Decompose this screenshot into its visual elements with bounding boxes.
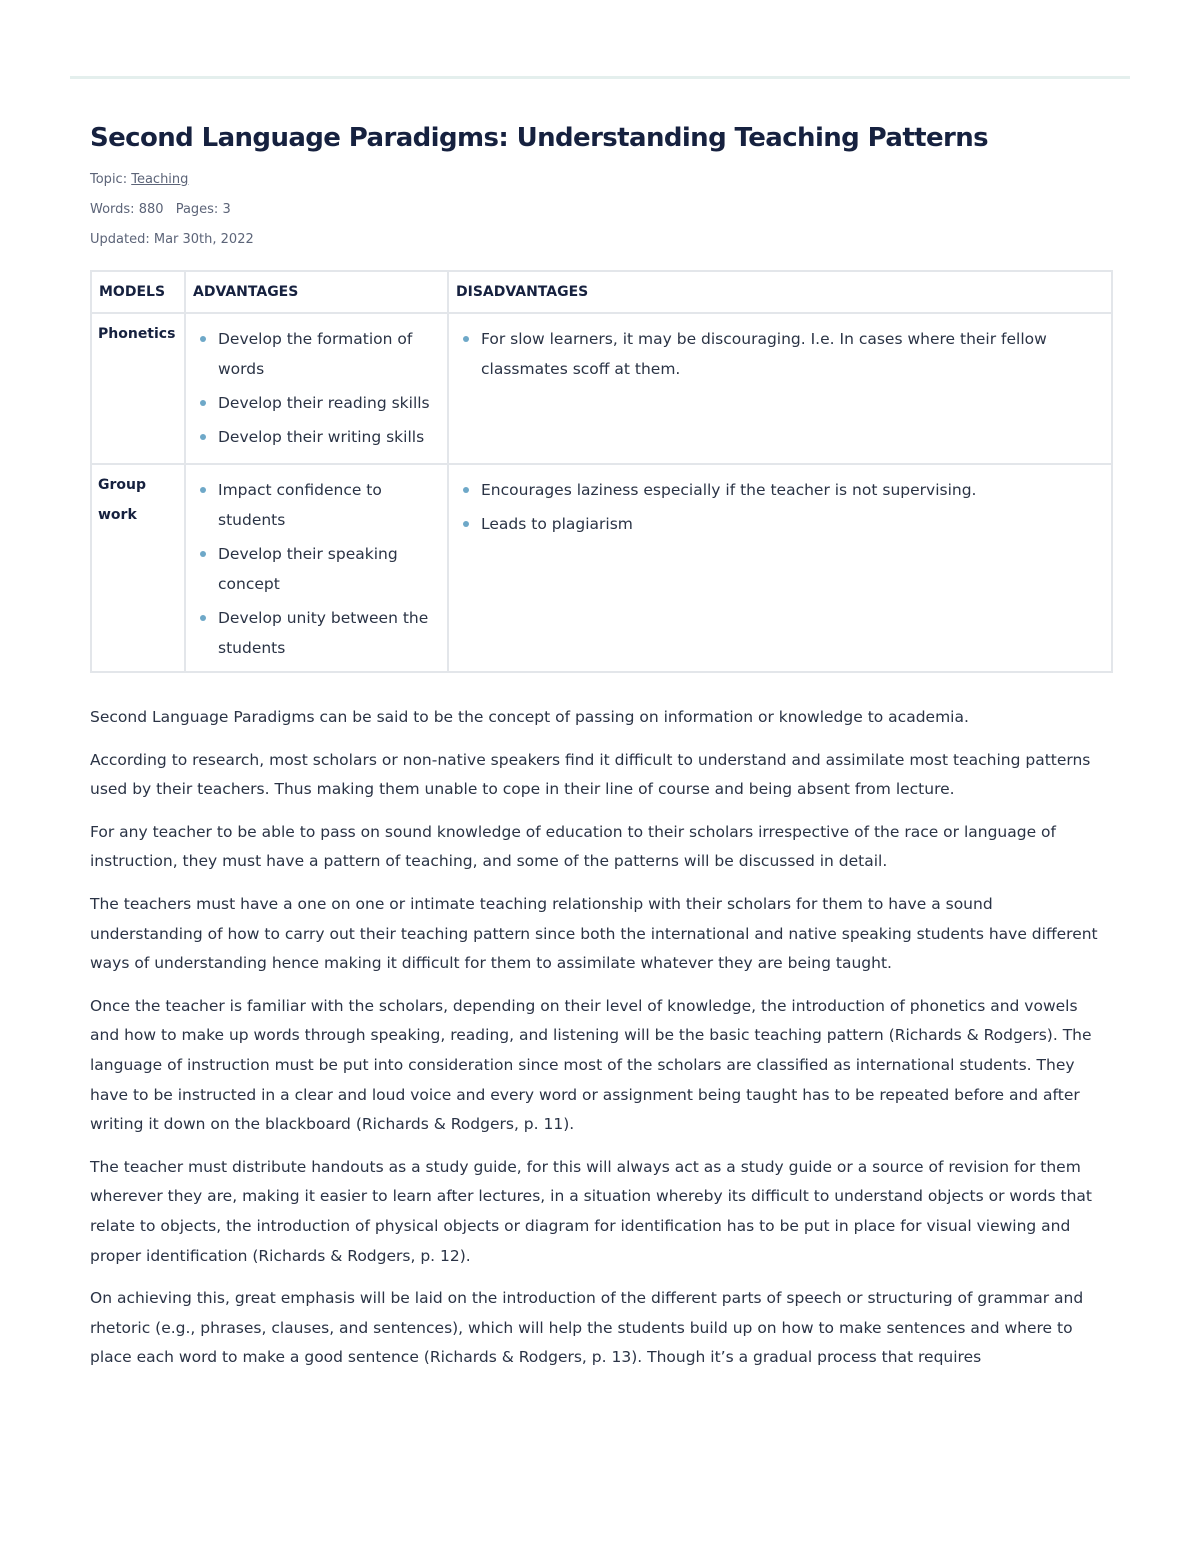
topic-link[interactable]: Teaching xyxy=(131,172,189,187)
list-item: For slow learners, it may be discouraging. I.e. In cases where their fellow classmates scoff at them. xyxy=(455,324,1105,384)
pages-label: Pages: xyxy=(175,202,219,217)
paragraph: On achieving this, great emphasis will be laid on the introduction of the different parts of speech or structuring of grammar and rhetoric (e.g., phrases, clauses, and sentences), which will help the students build up on how to make sentences and where to place each word to make a good sentence (Richards & Rodgers, p. 13). Though it’s a gradual process that requires xyxy=(90,1289,1084,1367)
list-item: Leads to plagiarism xyxy=(455,509,1105,539)
header-models: MODELS xyxy=(91,271,185,313)
count-meta xyxy=(90,202,1110,218)
disadvantages-cell xyxy=(448,313,1112,464)
list-item: Develop their speaking concept xyxy=(192,539,441,599)
table-row xyxy=(91,464,1112,672)
paragraph: For any teacher to be able to pass on sound knowledge of education to their scholars irrespective of the race or language of instruction, they must have a pattern of teaching, and some of the patterns will be discussed in detail. xyxy=(90,822,1056,871)
disadvantages-list xyxy=(455,324,1105,384)
table-header-row xyxy=(91,271,1112,313)
updated-meta xyxy=(90,232,1110,248)
list-item: Develop unity between the students xyxy=(192,603,441,663)
advantages-list xyxy=(192,475,441,663)
list-item: Encourages laziness especially if the teacher is not supervising. xyxy=(455,475,1105,505)
pages-value: 3 xyxy=(222,202,231,217)
paragraph: The teacher must distribute handouts as a study guide, for this will always act as a study guide or a source of revision for them wherever they are, making it easier to learn after lectures, in a situation whereby its difficult to understand objects or words that relate to objects, the introduction of physical objects or diagram for identification has to be put in place for visual viewing and proper identification (Richards & Rodgers, p. 12). xyxy=(90,1157,1092,1265)
paragraph: The teachers must have a one on one or intimate teaching relationship with their scholars for them to have a sound understanding of how to carry out their teaching pattern since both the international and native speaking students have different ways of understanding hence making it difficult for them to assimilate whatever they are being taught. xyxy=(90,894,1098,973)
list-item: Impact confidence to students xyxy=(192,475,441,535)
updated-value: Mar 30th, 2022 xyxy=(153,232,254,247)
words-label: Words: xyxy=(90,202,135,217)
disadvantages-cell xyxy=(448,464,1112,672)
updated-label: Updated: xyxy=(90,232,150,247)
paragraph: Second Language Paradigms can be said to be the concept of passing on information or knowledge to academia. xyxy=(90,708,969,726)
list-item: Develop their reading skills xyxy=(192,388,441,418)
table-row xyxy=(91,313,1112,464)
page-title: Second Language Paradigms: Understanding Teaching Patterns xyxy=(90,123,989,153)
disadvantages-list xyxy=(455,475,1105,539)
advantages-cell xyxy=(185,313,448,464)
article-body xyxy=(90,703,1110,1373)
article xyxy=(90,118,1110,1386)
models-table xyxy=(90,270,1113,673)
list-item: Develop their writing skills xyxy=(192,422,441,452)
paragraph: According to research, most scholars or non-native speakers find it difficult to understand and assimilate most teaching patterns used by their teachers. Thus making them unable to cope in their line of course and being absent from lecture. xyxy=(90,750,1091,799)
header-disadvantages: DISADVANTAGES xyxy=(448,271,1112,313)
advantages-list xyxy=(192,324,441,452)
topic-meta xyxy=(90,172,1110,188)
advantages-cell xyxy=(185,464,448,672)
model-name: Phonetics xyxy=(91,313,185,464)
topic-label: Topic: xyxy=(90,172,128,187)
top-divider xyxy=(70,76,1130,79)
paragraph: Once the teacher is familiar with the scholars, depending on their level of knowledge, the introduction of phonetics and vowels and how to make up words through speaking, reading, and listening will be the basic teaching pattern (Richards & Rodgers). The language of instruction must be put into consideration since most of the scholars are classified as international students. They have to be instructed in a clear and loud voice and every word or assignment being taught has to be repeated before and after writing it down on the blackboard (Richards & Rodgers, p. 11). xyxy=(90,996,1092,1134)
model-name: Group work xyxy=(91,464,185,672)
words-value: 880 xyxy=(138,202,164,217)
header-advantages: ADVANTAGES xyxy=(185,271,448,313)
list-item: Develop the formation of words xyxy=(192,324,441,384)
